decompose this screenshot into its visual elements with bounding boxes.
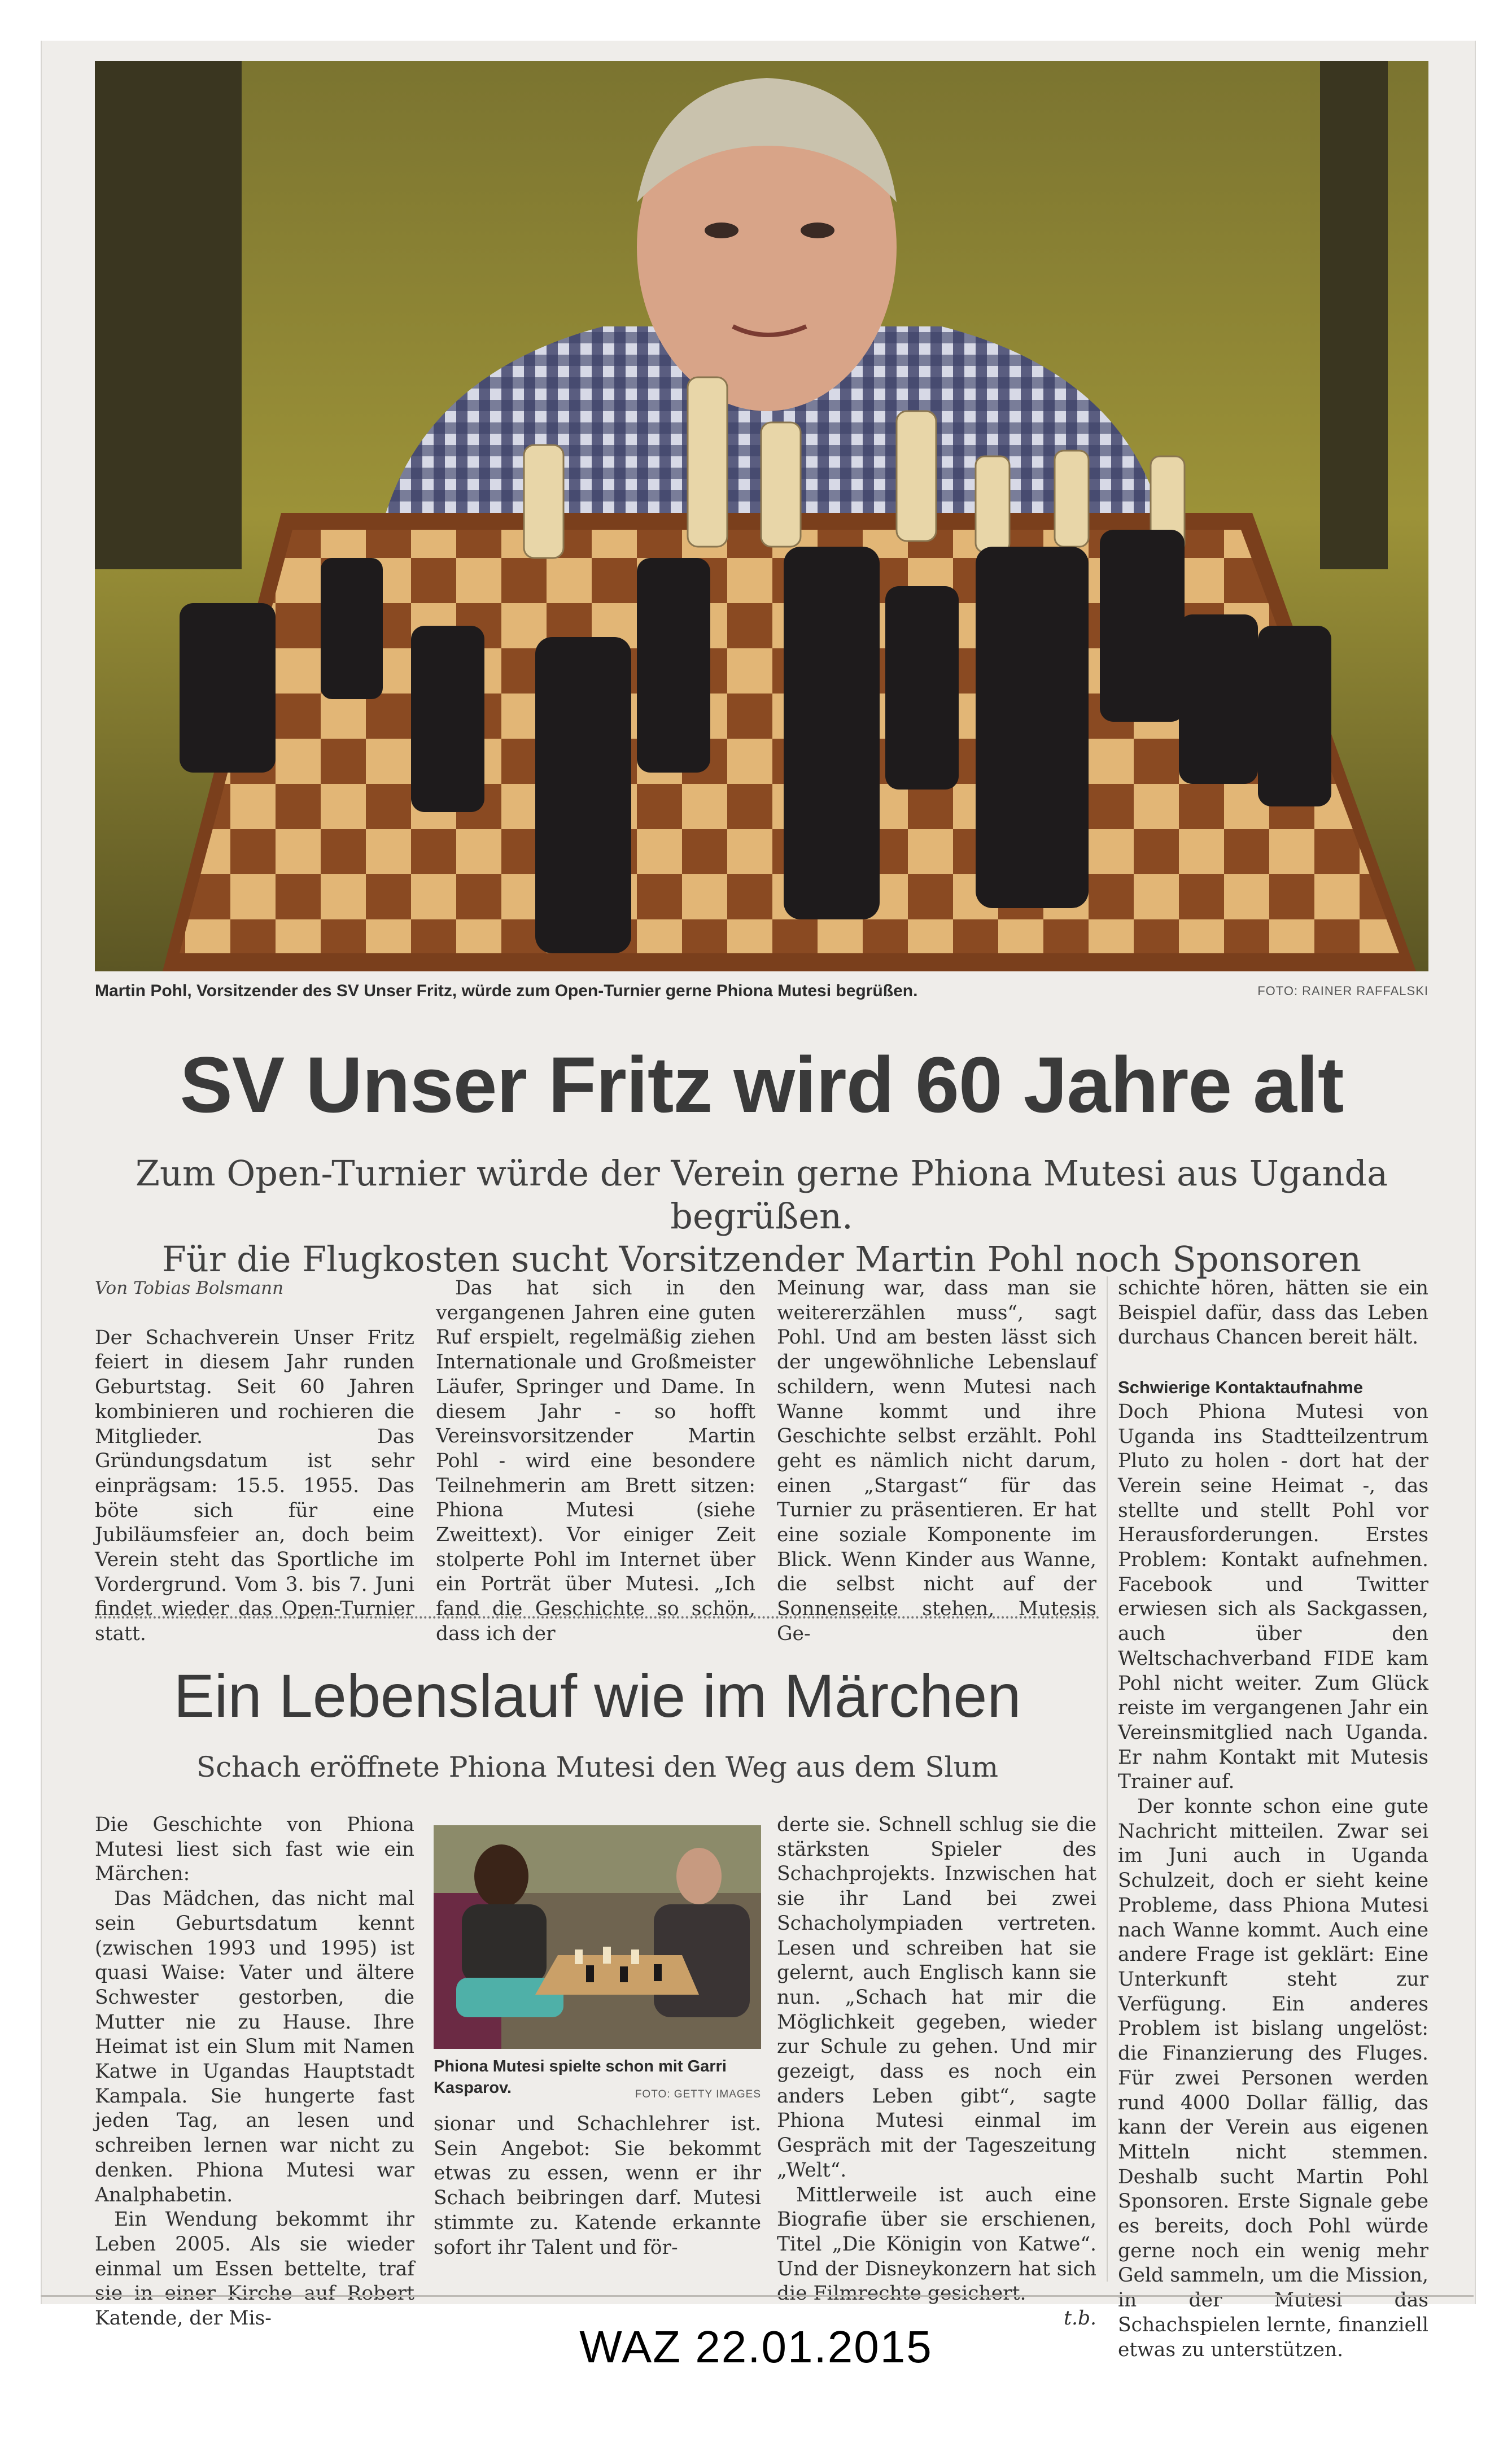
subheadline-line-2: Für die Flugkosten sucht Vorsitzender Martin Pohl noch Sponsoren (161, 1238, 1362, 1280)
article-paragraph: Doch Phiona Mutesi von Uganda ins Stadtteilzentrum Pluto zu holen - dort hat der Verein seine Heimat -, das stellte und stellt Pohl vor Herausforderungen. Erstes Problem: Kontakt aufnehmen. Facebook und Twitter erwiesen sich als Sackgassen, auch über den Weltschachverband FIDE kam Pohl nicht weiter. Zum Glück reiste im vergangenen Jahr ein Vereinsmitglied nach Uganda. Er nahm Kontakt mit Mutesis Trainer auf. (1118, 1400, 1428, 1794)
bottom-rule (41, 2295, 1474, 2297)
article-column-3 (777, 1276, 1096, 1647)
section-divider (95, 1616, 1100, 1619)
article-paragraph: Der konnte schon eine gute Nachricht mitteilen. Zwar sei im Juni auch in Uganda Schulzeit, doch er sieht keine Probleme, dass Phiona Mutesi nach Wanne kommt. Auch eine andere Frage ist geklärt: Eine Unterkunft steht zur Verfügung. Ein anderes Problem ist bislang ungelöst: die Finanzierung des Fluges. Für zwei Personen werden rund 4000 Dollar fällig, das kann der Verein aus eigenen Mitteln nicht stemmen. Deshalb sucht Martin Pohl Sponsoren. Erste Signale gebe es bereits, doch Pohl würde gerne noch ein wenig mehr Geld sammeln, um die Mission, in der Mutesi das Schachspielen lernte, finanziell etwas zu unterstützen. (1118, 1795, 1428, 2361)
column-divider (1107, 1276, 1108, 2282)
headline: SV Unser Fritz wird 60 Jahre alt (180, 1040, 1344, 1129)
article-paragraph: sionar und Schachlehrer ist. Sein Angebot: Sie bekommt etwas zu essen, wenn er ihr Schach beibringen darf. Mutesi stimmte zu. Katende erkannte sofort ihr Talent und för- (434, 2113, 761, 2259)
source-date-label: WAZ 22.01.2015 (579, 2322, 933, 2372)
article2-column-1 (95, 1813, 414, 2331)
kasparov-caption-text: Phiona Mutesi spielte schon mit Garri Kasparov. (434, 2057, 727, 2097)
article-paragraph: Ein Wendung bekommt ihr Leben 2005. Als sie wieder einmal um Essen bettelte, traf sie in einer Kirche auf Robert Katende, der Mis- (95, 2208, 414, 2330)
article-column-2 (436, 1276, 755, 1647)
kasparov-photo-caption (434, 2056, 761, 2105)
article2-column-3 (777, 1813, 1096, 2331)
article-paragraph: derte sie. Schnell schlug sie die stärksten Spieler des Schachprojekts. Inzwischen hat sie ihr Land bei zwei Schacholympiaden vertreten. Lesen und schreiben hat sie gelernt, auch Englisch kann sie nun. „Schach hat mir die Möglichkeit gegeben, wieder zur Schule zu gehen. Und mir gezeigt, dass es noch ein anders Leben gibt“, sagte Phiona Mutesi einmal im Gespräch mit der Tageszeitung „Welt“. (777, 1813, 1096, 2182)
byline: Von Tobias Bolsmann (95, 1278, 284, 1298)
article-paragraph: Das hat sich in den vergangenen Jahren eine guten Ruf erspielt, regelmäßig ziehen Internationale und Großmeister Läufer, Springer und Dame. In diesem Jahr - so hofft Vereinsvorsitzender Martin Pohl - wird eine besondere Teilnehmerin am Brett sitzen: Phiona Mutesi (siehe Zweittext). Vor einiger Zeit stolperte Pohl im Internet über ein Porträt über Mutesi. „Ich fand die Geschichte so schön, dass ich der (436, 1277, 755, 1645)
article-paragraph: Die Geschichte von Phiona Mutesi liest sich fast wie ein Märchen: (95, 1813, 414, 1886)
article-paragraph: schichte hören, hätten sie ein Beispiel dafür, dass das Leben durchaus Chancen bereit hält. (1118, 1277, 1428, 1349)
article2-subheadline: Schach eröffnete Phiona Mutesi den Weg aus dem Slum (196, 1751, 999, 1783)
article-paragraph: Meinung war, dass man sie weitererzählen muss“, sagt Pohl. Und am besten lässt sich der ungewöhnliche Lebenslauf schildern, wenn Mutesi nach Wanne kommt und ihre Geschichte selbst erzählt. Pohl geht es nämlich nicht darum, einen „Stargast“ für das Turnier zu präsentieren. Er hat eine soziale Komponente im Blick. Wenn Kinder aus Wanne, die selbst nicht auf der Sonnenseite stehen, Mutesis Ge- (777, 1277, 1096, 1645)
kasparov-photo (434, 1825, 761, 2049)
photo-credit: FOTO: RAINER RAFFALSKI (1257, 984, 1428, 998)
article2-headline: Ein Lebenslauf wie im Märchen (173, 1661, 1021, 1730)
photo-caption (95, 982, 1428, 1004)
kasparov-photo-credit: FOTO: GETTY IMAGES (635, 2088, 761, 2100)
section-subtitle: Schwierige Kontaktaufnahme (1118, 1377, 1364, 1398)
subheadline (95, 1152, 1428, 1281)
author-initials: t.b. (1064, 2307, 1096, 2330)
main-photo (95, 61, 1428, 971)
article2-column-2 (434, 2112, 761, 2260)
photo-caption-text: Martin Pohl, Vorsitzender des SV Unser Fritz, würde zum Open-Turnier gerne Phiona Mutesi begrüßen. (95, 982, 918, 1000)
subheadline-line-1: Zum Open-Turnier würde der Verein gerne Phiona Mutesi aus Uganda begrüßen. (135, 1153, 1388, 1237)
article-paragraph: Der Schachverein Unser Fritz feiert in diesem Jahr runden Geburtstag. Seit 60 Jahren kombinieren und rochieren die Mitglieder. Das Gründungsdatum ist sehr einprägsam: 15.5. 1955. Das böte sich für eine Jubiläumsfeier an, doch beim Verein steht das Sportliche im Vordergrund. Vom 3. bis 7. Juni findet wieder das Open-Turnier statt. (95, 1326, 414, 1646)
article-paragraph: Mittlerweile ist auch eine Biografie über sie erschienen, Titel „Die Königin von Katwe“. Und der Disneykonzern hat sich die Filmrechte gesichert. (777, 2183, 1096, 2305)
article-paragraph: Das Mädchen, das nicht mal sein Geburtsdatum kennt (zwischen 1993 und 1995) ist quasi Waise: Vater und ältere Schwester gestorben, die Mutter nie zu Hause. Ihre Heimat ist ein Slum mit Namen Katwe in Ugandas Hauptstadt Kampala. Sie hungerte fast jeden Tag, an lesen und schreiben lernen war nicht zu denken. Phiona Mutesi war Analphabetin. (95, 1887, 414, 2206)
article-column-1 (95, 1276, 414, 1647)
article-column-4 (1118, 1276, 1428, 2362)
